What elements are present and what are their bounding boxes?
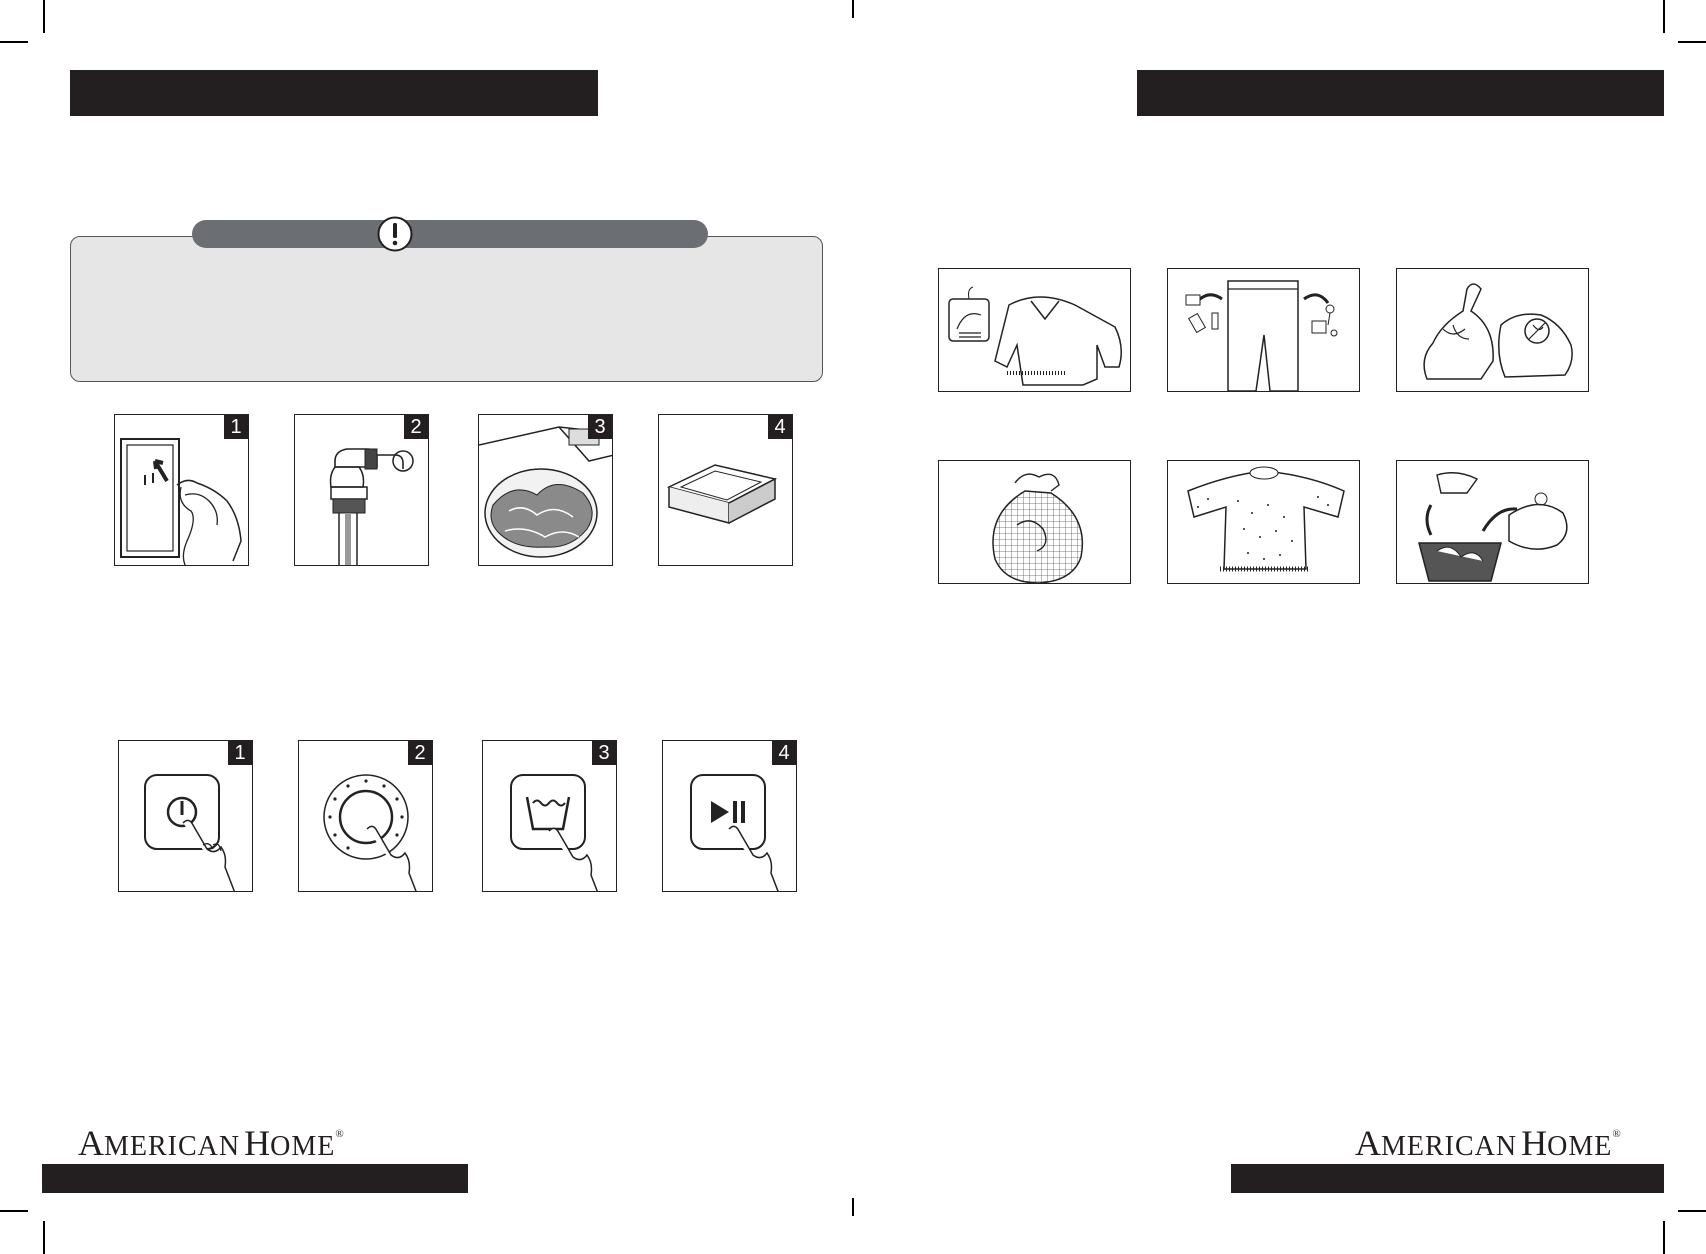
prep-panel-net-bag: [938, 460, 1131, 584]
tie-straps-icon: [1397, 269, 1589, 392]
prep-panel-straps: [1396, 268, 1589, 392]
step-number: 2: [408, 741, 432, 765]
step-panel-load: [478, 414, 613, 566]
crop-mark: [1678, 41, 1706, 43]
step-panel-plug: [114, 414, 249, 566]
step-panel-dial: [298, 740, 433, 892]
logo-word: OME: [270, 1131, 336, 1162]
logo-initial: H: [244, 1123, 271, 1163]
step-number: 2: [404, 415, 428, 439]
step-number: 1: [228, 741, 252, 765]
logo-word: OME: [1547, 1131, 1613, 1162]
delicate-sweater-icon: [1168, 461, 1360, 584]
step-panel-wash: [482, 740, 617, 892]
registered-mark: ®: [335, 1128, 344, 1140]
registered-mark: ®: [1612, 1128, 1621, 1140]
exclamation-icon: [377, 216, 413, 252]
logo-initial: A: [1355, 1123, 1381, 1163]
left-header-bar: [70, 70, 598, 116]
step-panel-detergent: [658, 414, 793, 566]
sort-laundry-basket-icon: [1397, 461, 1589, 584]
right-header-bar: [1137, 70, 1664, 116]
crop-mark: [1678, 1210, 1706, 1212]
step-number: 3: [588, 415, 612, 439]
prep-panel-sweater: [1167, 460, 1360, 584]
logo-initial: A: [78, 1123, 104, 1163]
step-number: 4: [768, 415, 792, 439]
step-panel-start: [662, 740, 797, 892]
crop-mark: [1663, 0, 1665, 33]
brand-logo-right: [1355, 1122, 1621, 1164]
step-number: 4: [772, 741, 796, 765]
prep-panel-care-label: [938, 268, 1131, 392]
prep-panel-pockets: [1167, 268, 1360, 392]
logo-initial: H: [1521, 1123, 1548, 1163]
crop-mark: [1663, 1221, 1665, 1254]
brand-logo-left: [78, 1122, 344, 1164]
left-footer-bar: [42, 1164, 468, 1193]
crop-mark: [0, 1210, 28, 1212]
step-number: 1: [224, 415, 248, 439]
laundry-net-bag-icon: [939, 461, 1131, 584]
warning-box: [70, 236, 823, 382]
step-number: 3: [592, 741, 616, 765]
right-footer-bar: [1231, 1164, 1664, 1193]
logo-word: MERICAN: [104, 1131, 241, 1162]
step-panel-power: [118, 740, 253, 892]
crop-mark: [43, 0, 45, 33]
empty-pockets-icon: [1168, 269, 1360, 392]
warning-tab: [192, 220, 708, 248]
crop-mark: [43, 1221, 45, 1254]
crop-mark: [0, 41, 28, 43]
step-panel-tap: [294, 414, 429, 566]
sweater-care-label-icon: [939, 269, 1131, 392]
crop-mark: [852, 1198, 854, 1216]
logo-word: MERICAN: [1381, 1131, 1518, 1162]
prep-panel-sort: [1396, 460, 1589, 584]
crop-mark: [852, 0, 854, 18]
